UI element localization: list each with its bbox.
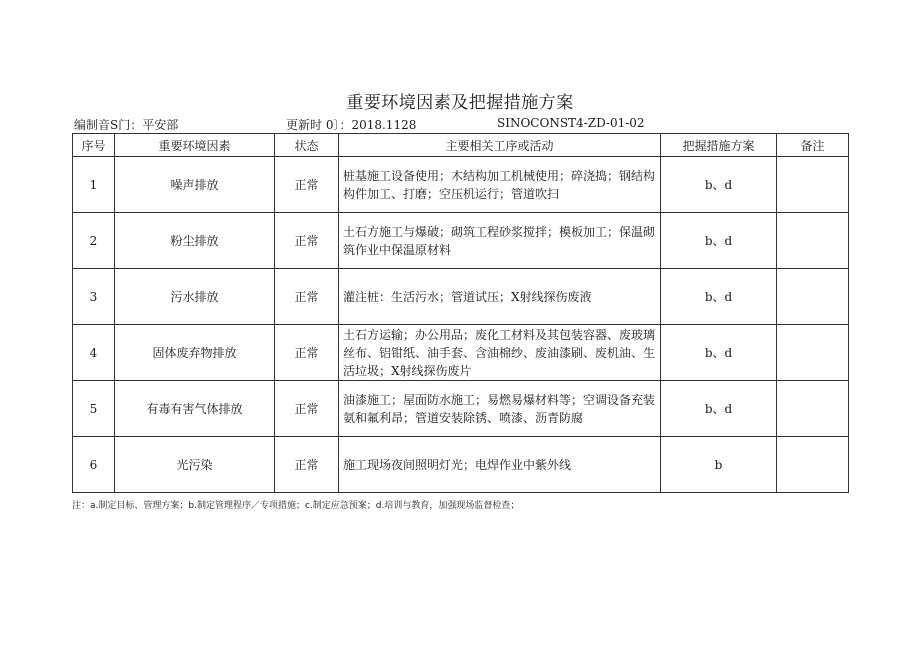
row-remark — [777, 381, 849, 437]
row-remark — [777, 213, 849, 269]
table-row — [73, 325, 849, 381]
row-factor: 粉尘排放 — [115, 213, 275, 269]
row-activity: 土石方施工与爆破；砌筑工程砂浆搅拌；模板加工；保温砌筑作业中保温原材料 — [339, 213, 661, 269]
row-no: 3 — [73, 269, 115, 325]
row-remark — [777, 157, 849, 213]
row-activity: 灌注桩：生活污水；管道试压；X射线探伤废液 — [339, 269, 661, 325]
row-no: 6 — [73, 437, 115, 493]
table-row — [73, 157, 849, 213]
row-measure: b、d — [661, 269, 777, 325]
row-activity: 油漆施工；屋面防水施工；易燃易爆材料等；空调设备充装氨和氟利昂；管道安装除锈、喷漆、沥青防腐 — [339, 381, 661, 437]
row-measure: b、d — [661, 157, 777, 213]
table-row — [73, 381, 849, 437]
row-activity: 施工现场夜间照明灯光；电焊作业中紫外线 — [339, 437, 661, 493]
row-factor: 有毒有害气体排放 — [115, 381, 275, 437]
row-no: 1 — [73, 157, 115, 213]
row-status: 正常 — [275, 437, 339, 493]
row-remark — [777, 325, 849, 381]
row-factor: 噪声排放 — [115, 157, 275, 213]
table-row — [73, 437, 849, 493]
row-activity: 土石方运输；办公用品；废化工材料及其包装容器、废玻璃丝布、铝钳纸、油手套、含油棉纱、废油漆刷、废机油、生活垃圾；X射线探伤废片 — [339, 325, 661, 381]
row-measure: b、d — [661, 381, 777, 437]
row-status: 正常 — [275, 325, 339, 381]
row-no: 5 — [73, 381, 115, 437]
footnote: 注：a.制定目标、管理方案；b.制定管理程序／专项措施；c.制定应急预案；d.培训与教育，加强现场监督检查； — [72, 501, 520, 511]
row-factor: 光污染 — [115, 437, 275, 493]
document-title: 重要环境因素及把握措施方案 — [346, 93, 574, 113]
row-factor: 固体废弃物排放 — [115, 325, 275, 381]
row-no: 2 — [73, 213, 115, 269]
row-measure: b — [661, 437, 777, 493]
document-code: SINOCONST4-ZD-01-02 — [497, 116, 645, 130]
table-header-row — [73, 134, 849, 157]
update-date-label: 更新时 0〕：2018.1128 — [286, 118, 417, 132]
row-measure: b、d — [661, 325, 777, 381]
row-status: 正常 — [275, 213, 339, 269]
environment-factors-table — [72, 133, 849, 493]
row-remark — [777, 269, 849, 325]
row-no: 4 — [73, 325, 115, 381]
header-status: 状态 — [275, 134, 339, 157]
row-measure: b、d — [661, 213, 777, 269]
row-status: 正常 — [275, 269, 339, 325]
table-row — [73, 213, 849, 269]
department-label: 编制音S门：平安部 — [74, 118, 179, 132]
row-status: 正常 — [275, 381, 339, 437]
row-status: 正常 — [275, 157, 339, 213]
header-factor: 重要环境因素 — [115, 134, 275, 157]
row-remark — [777, 437, 849, 493]
table-row — [73, 269, 849, 325]
header-remark: 备注 — [777, 134, 849, 157]
header-no: 序号 — [73, 134, 115, 157]
row-activity: 桩基施工设备使用；木结构加工机械使用；碎浇捣；钢结构构件加工、打磨；空压机运行；管道吹扫 — [339, 157, 661, 213]
header-activity: 主要相关工序或活动 — [339, 134, 661, 157]
row-factor: 污水排放 — [115, 269, 275, 325]
header-measure: 把握措施方案 — [661, 134, 777, 157]
